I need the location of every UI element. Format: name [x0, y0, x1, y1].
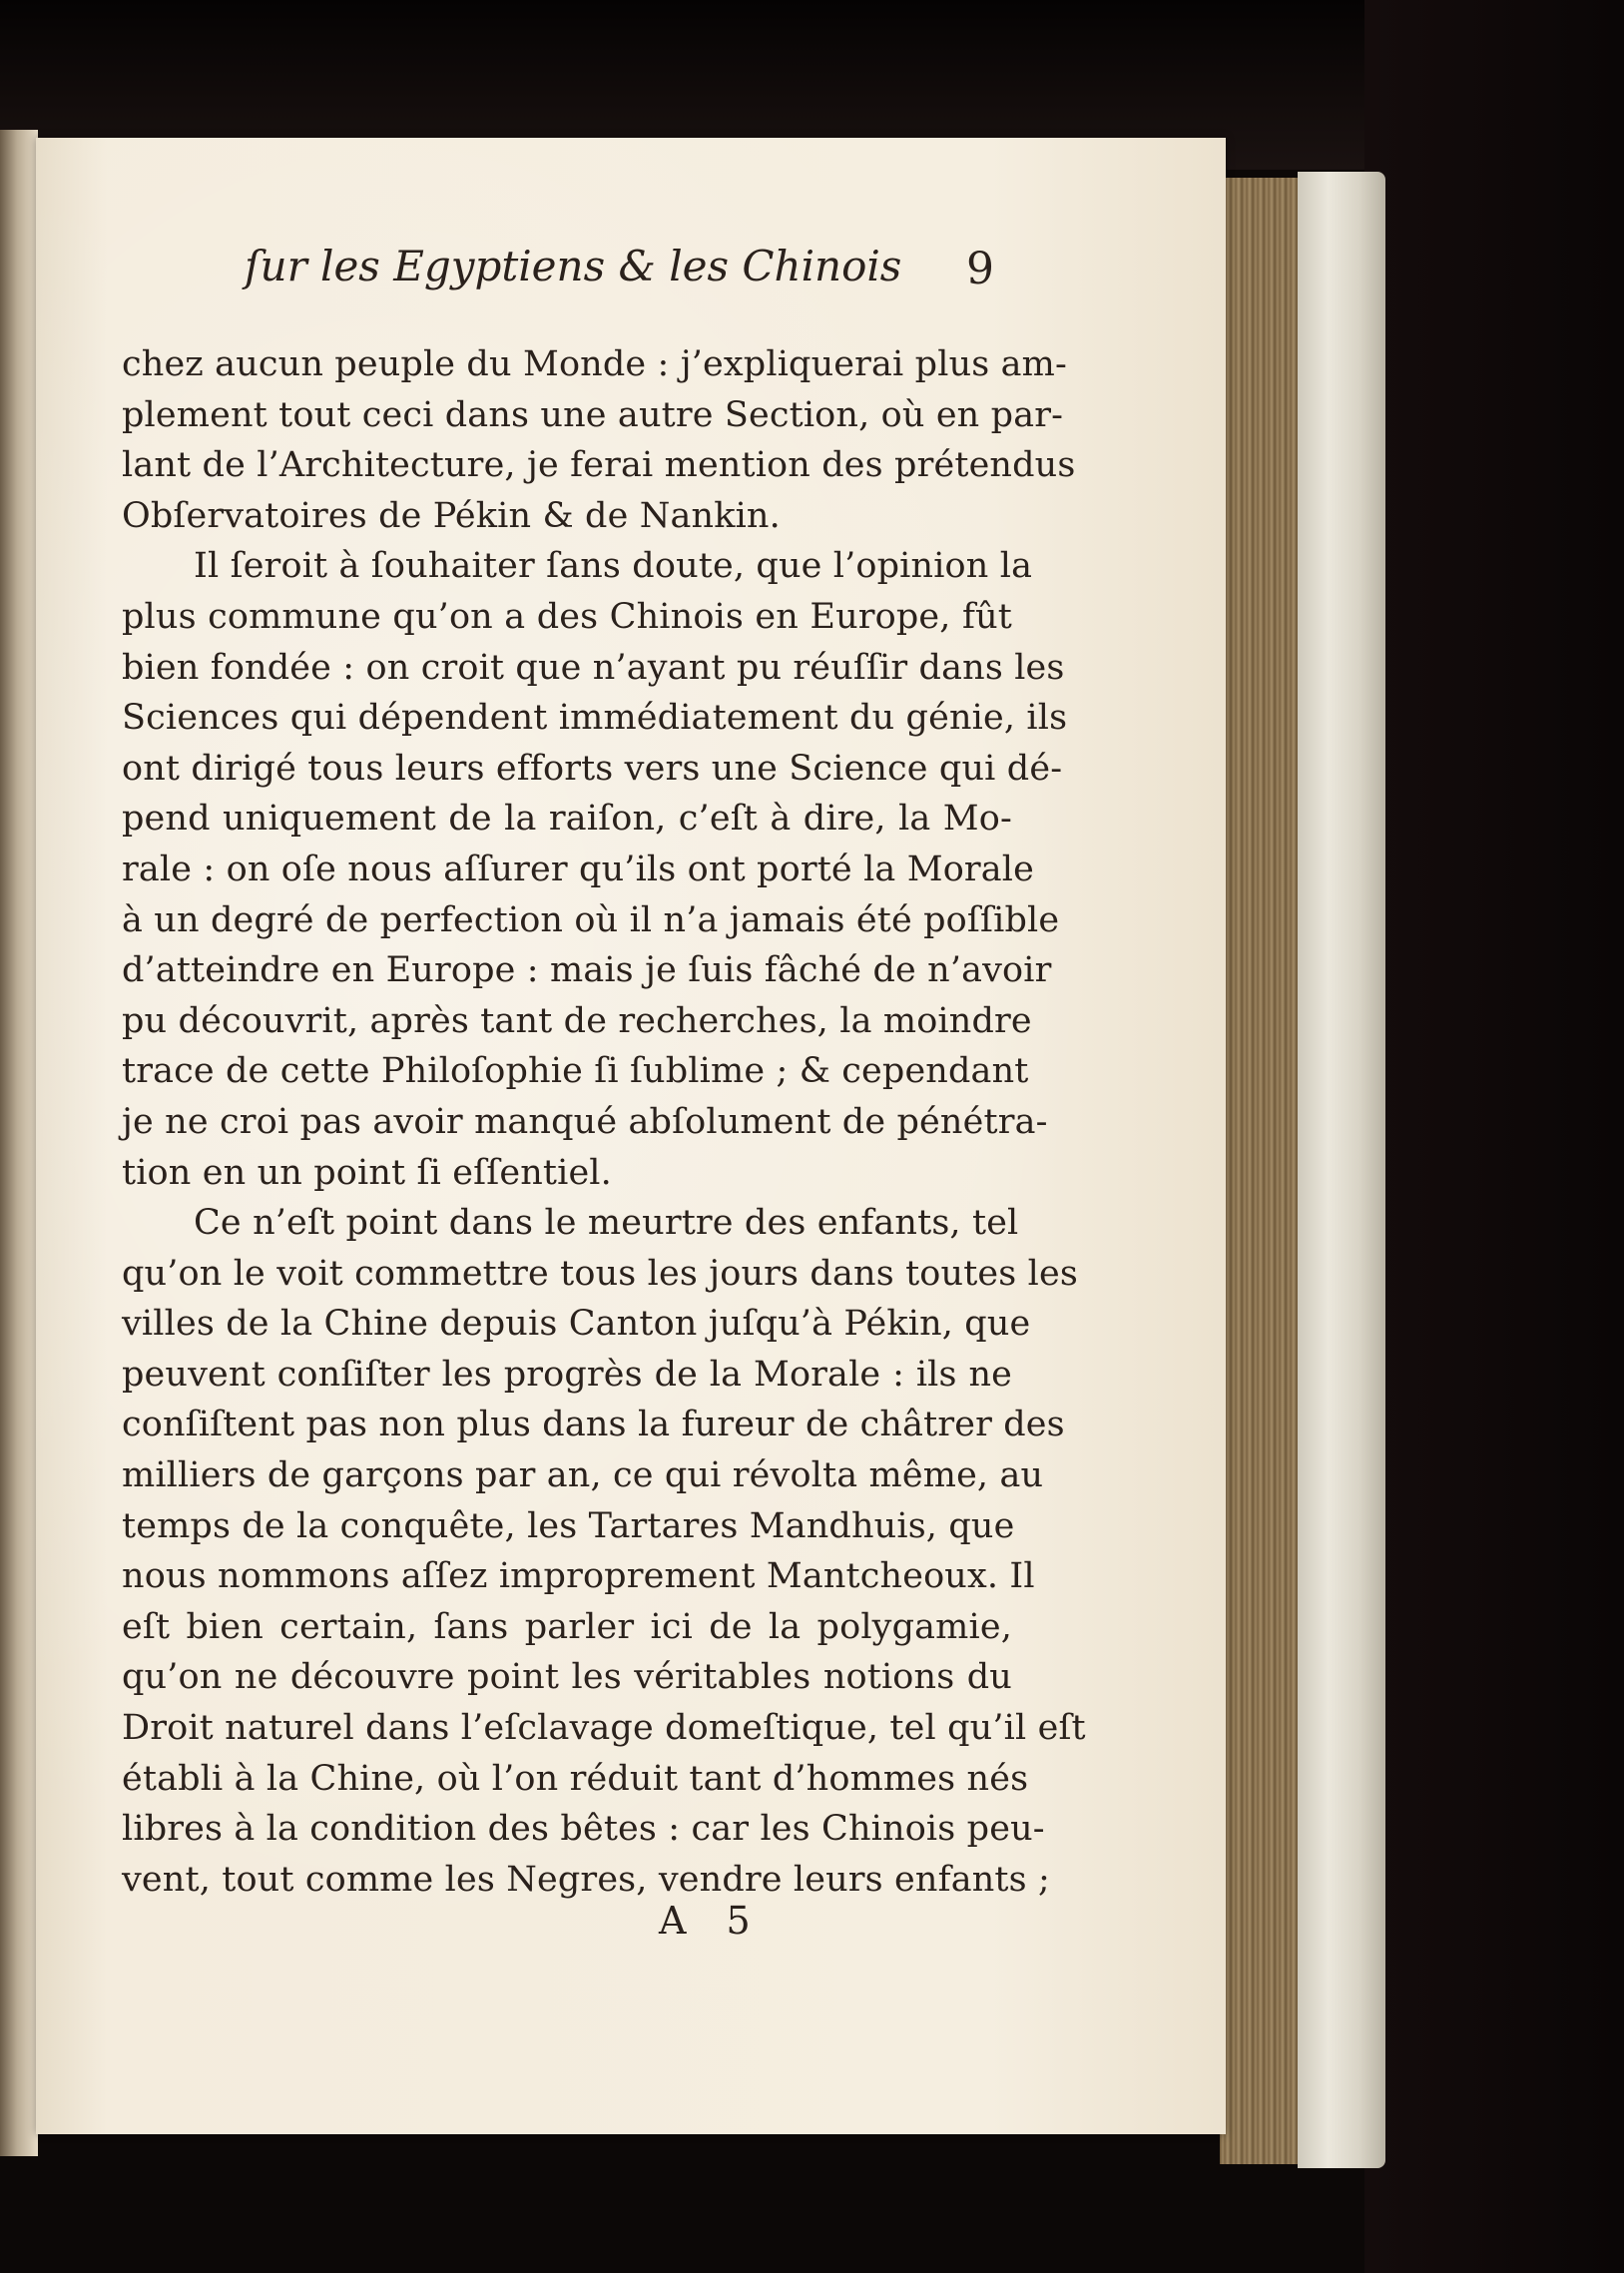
- text-line: Il ſeroit à ſouhaiter ſans doute, que l’opinion la: [194, 546, 1033, 587]
- text-line: libres à la condition des bêtes : car les Chinois peu-: [122, 1809, 1045, 1850]
- signature-mark: A 5: [659, 1899, 765, 1943]
- text-line: établi à la Chine, où l’on réduit tant d’hommes nés: [122, 1758, 1029, 1799]
- text-line: tion en un point ſi eſſentiel.: [122, 1152, 612, 1193]
- text-line: conſiſtent pas non plus dans la fureur de châtrer des: [122, 1405, 1065, 1445]
- text-line: vent, tout comme les Negres, vendre leurs enfants ;: [122, 1859, 1050, 1900]
- text-line: plus commune qu’on a des Chinois en Europe, fût: [122, 596, 1012, 637]
- facing-page-edge: [0, 130, 38, 2156]
- page-number: 9: [966, 244, 994, 294]
- text-line: pend uniquement de la raiſon, c’eſt à dire, la Mo-: [122, 799, 1012, 840]
- text-line: Ce n’eſt point dans le meurtre des enfants, tel: [194, 1203, 1019, 1244]
- running-title: ſur les Egyptiens & les Chinois: [245, 242, 902, 290]
- text-line: ont dirigé tous leurs efforts vers une Science qui dé-: [122, 748, 1063, 789]
- text-line: bien fondée : on croit que n’ayant pu réuſſir dans les: [122, 647, 1065, 688]
- text-line: trace de cette Philoſophie ſi ſublime ; & cependant: [122, 1051, 1029, 1092]
- text-line: rale : on oſe nous aſſurer qu’ils ont porté la Morale: [122, 849, 1035, 889]
- text-line: d’atteindre en Europe : mais je ſuis fâché de n’avoir: [122, 950, 1052, 991]
- body-text: [122, 339, 1086, 1905]
- text-line: je ne croi pas avoir manqué abſolument de pénétra-: [122, 1101, 1048, 1142]
- text-line: Sciences qui dépendent immédiatement du génie, ils: [122, 698, 1068, 739]
- text-line: milliers de garçons par an, ce qui révolta même, au: [122, 1455, 1044, 1496]
- text-line: à un degré de perfection où il n’a jamais été poſſible: [122, 899, 1060, 940]
- text-line: chez aucun peuple du Monde : j’expliquerai plus am-: [122, 344, 1067, 384]
- text-line: temps de la conquête, les Tartares Mandhuis, que: [122, 1505, 1015, 1546]
- text-line: Obſervatoires de Pékin & de Nankin.: [122, 495, 781, 536]
- text-line: plement tout ceci dans une autre Section, où en par-: [122, 394, 1064, 435]
- text-line: eſt bien certain, ſans parler ici de la polygamie,: [122, 1606, 1012, 1647]
- text-line: Droit naturel dans l’eſclavage domeſtique, tel qu’il eſt: [122, 1708, 1086, 1749]
- text-line: qu’on ne découvre point les véritables notions du: [122, 1657, 1012, 1698]
- background-right: [1364, 0, 1624, 2273]
- text-line: nous nommons aſſez improprement Mantcheoux. Il: [122, 1556, 1035, 1597]
- text-line: lant de l’Architecture, je ferai mention des prétendus: [122, 445, 1076, 486]
- text-line: pu découvrit, après tant de recherches, la moindre: [122, 1000, 1032, 1041]
- book-cover-edge: [1298, 172, 1385, 2168]
- text-line: villes de la Chine depuis Canton juſqu’à Pékin, que: [122, 1304, 1031, 1345]
- text-line: peuvent conſiſter les progrès de la Morale : ils ne: [122, 1354, 1012, 1395]
- text-line: qu’on le voit commettre tous les jours dans toutes les: [122, 1253, 1078, 1294]
